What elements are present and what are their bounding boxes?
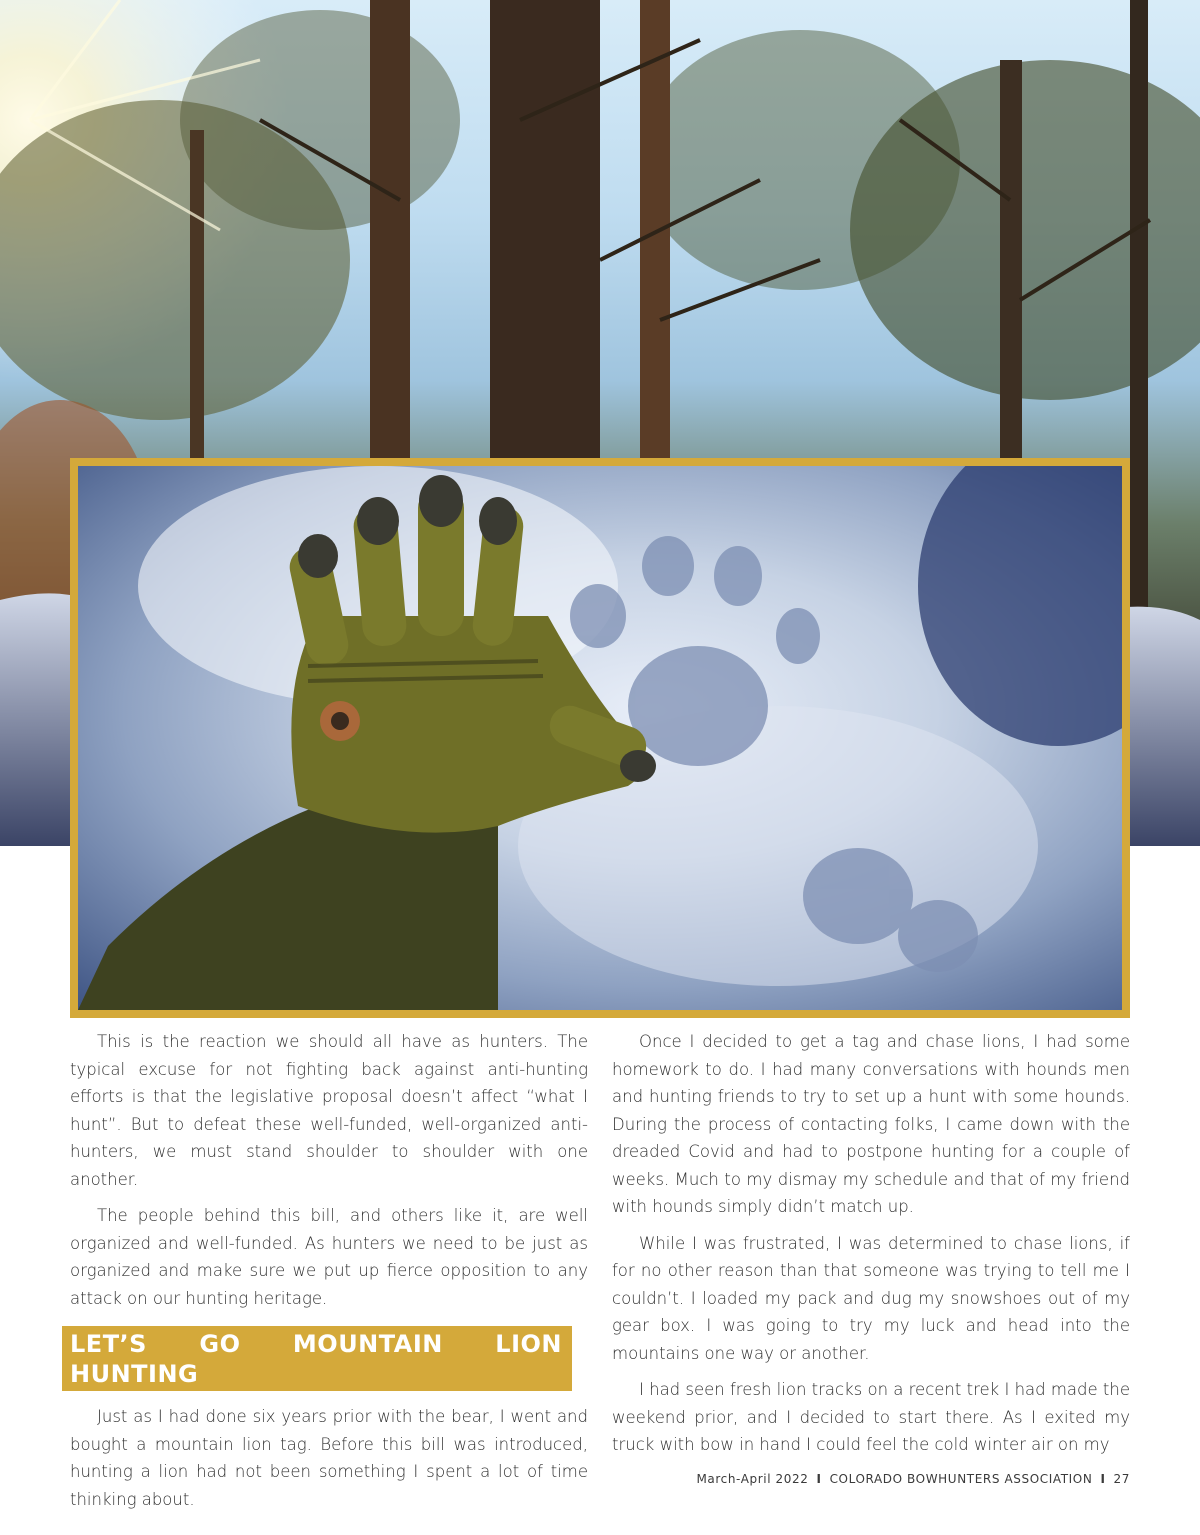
- inset-photo-frame: [70, 458, 1130, 1018]
- footer-issue: March-April 2022: [696, 1472, 809, 1486]
- article-column-right: [612, 1028, 1130, 1468]
- footer-separator: I: [1100, 1472, 1106, 1486]
- section-heading: LET’S GO MOUNTAIN LION HUNTING: [62, 1326, 572, 1391]
- paragraph: While I was frustrated, I was determined to chase lions, if for no other reason than that someone was trying to tell me I couldn’t. I loaded my pack and dug my snowshoes out of my gear box. I was going to try my luck and head into the mountains one way or another.: [612, 1233, 1130, 1363]
- lion-track-photo: [78, 466, 1122, 1010]
- page-footer: [0, 1472, 1130, 1486]
- article-column-left: [70, 1028, 588, 1522]
- paragraph: I had seen fresh lion tracks on a recent trek I had made the weekend prior, and I decided to start there. As I exited my truck with bow in hand I could feel the cold winter air on my: [612, 1380, 1130, 1454]
- page-number: 27: [1113, 1472, 1130, 1486]
- paragraph: Just as I had done six years prior with the bear, I went and bought a mountain lion tag. Before this bill was introduced, hunting a lion had not been something I spent a lot of time thinking about.: [70, 1407, 588, 1509]
- footer-publication: COLORADO BOWHUNTERS ASSOCIATION: [829, 1472, 1093, 1486]
- footer-separator: I: [816, 1472, 822, 1486]
- paragraph: The people behind this bill, and others like it, are well organized and well-funded. As hunters we need to be just as organized and make sure we put up fierce opposition to any attack on our hunting heritage.: [70, 1206, 588, 1308]
- paragraph: This is the reaction we should all have as hunters. The typical excuse for not fighting back against anti-hunting efforts is that the legislative proposal doesn’t affect “what I hunt”. But to defeat these well-funded, well-organized anti-hunters, we must stand shoulder to shoulder with one another.: [70, 1032, 588, 1189]
- paragraph: Once I decided to get a tag and chase lions, I had some homework to do. I had many conversations with hounds men and hunting friends to try to set up a hunt with some hounds. During the process of contacting folks, I came down with the dreaded Covid and had to postpone hunting for a couple of weeks. Much to my dismay my schedule and that of my friend with hounds simply didn’t match up.: [612, 1032, 1130, 1216]
